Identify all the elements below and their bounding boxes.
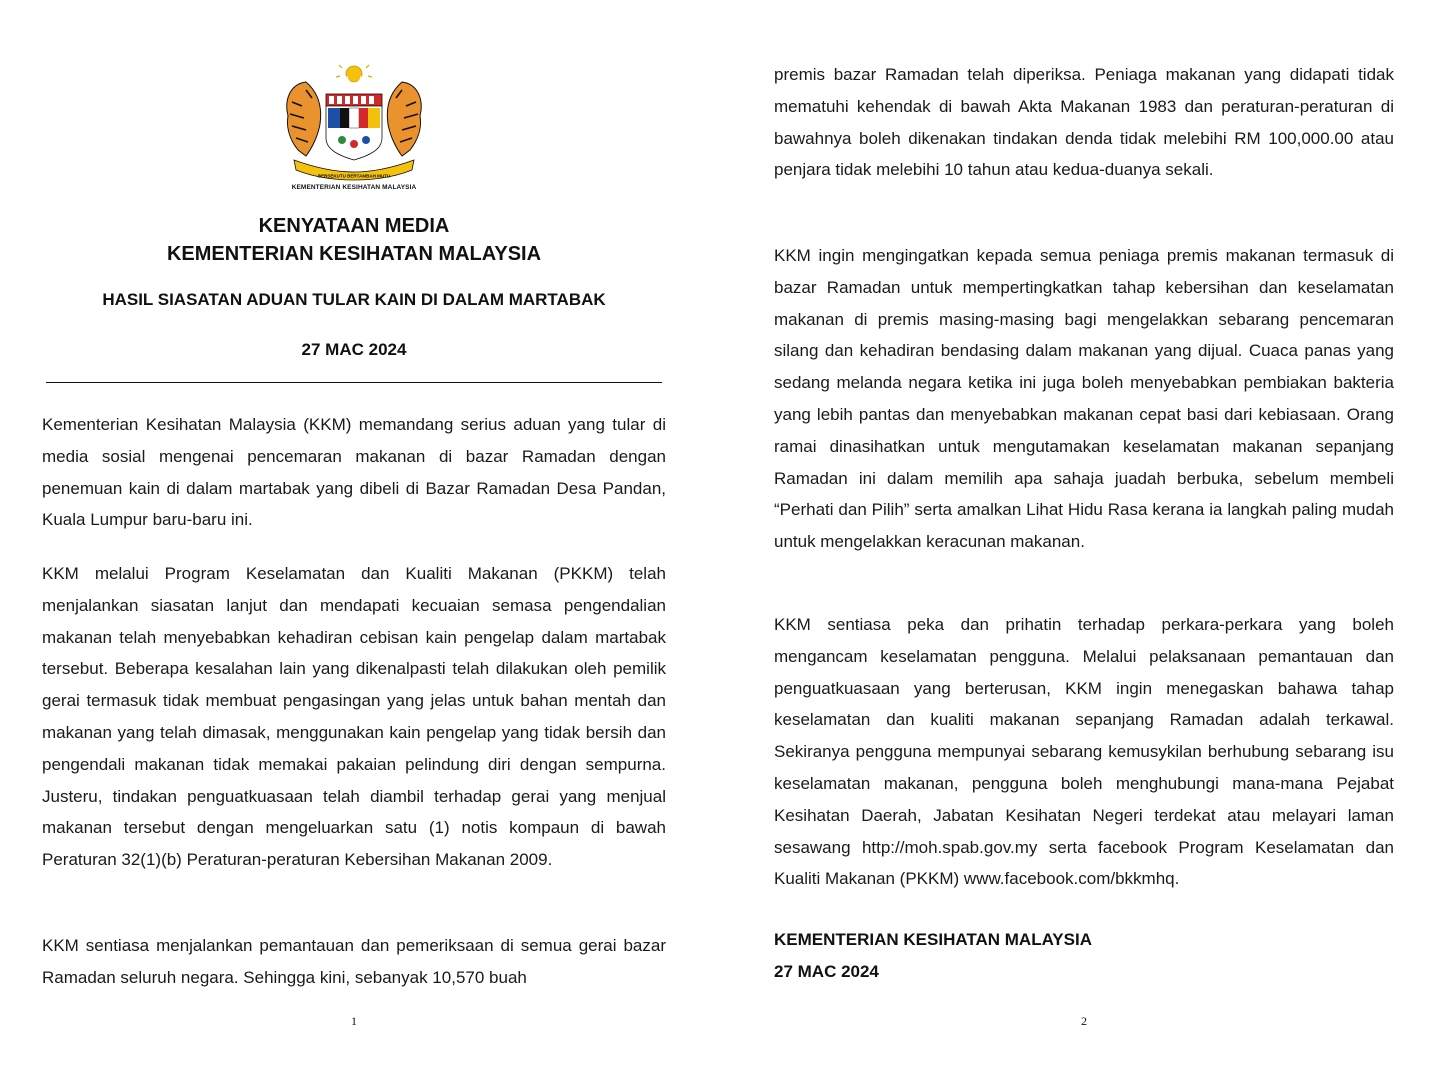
coat-of-arms-icon — [276, 64, 432, 182]
paragraph: KKM melalui Program Keselamatan dan Kualiti Makanan (PKKM) telah menjalankan siasatan lanjut dan mendapati kecuaian semasa pengendalian makanan telah menyebabkan kehadiran cebisan kain pengelap dalam martabak tersebut. Beberapa kesalahan lain yang dikenalpasti telah dilakukan oleh pemilik gerai termasuk tidak membuat pengasingan yang jelas untuk bahan mentah dan makanan yang telah dimasak, menggunakan kain pengelap yang tidak bersih dan pengendali makanan tidak memakai pakaian pelindung diri dengan sempurna. Justeru, tindakan penguatkuasaan telah diambil terhadap gerai yang menjual makanan tersebut dengan mengeluarkan satu (1) notis kompaun di bawah Peraturan 32(1)(b) Peraturan-peraturan Kebersihan Makanan 2009. — [42, 564, 666, 870]
paragraph: KKM ingin mengingatkan kepada semua peniaga premis makanan termasuk di bazar Ramadan untuk mempertingkatkan tahap kebersihan dan keselamatan makanan di premis masing-masing bagi mengelakkan sebarang pencemaran silang dan kehadiran bendasing dalam makanan yang dijual. Cuaca panas yang sedang melanda negara ketika ini juga boleh menyebabkan pembiakan bakteria yang lebih pantas dan menyebabkan makanan cepat basi dari kebiasaan. Orang ramai dinasihatkan untuk mengutamakan keselamatan makanan sepanjang Ramadan ini dalam memilih apa sahaja juadah berbuka, sebelum membeli “Perhati dan Pilih” serta amalkan Lihat Hidu Rasa kerana ia langkah paling mudah untuk mengelakkan keracunan makanan. — [774, 246, 1394, 552]
page-title — [40, 212, 668, 268]
divider — [46, 382, 662, 383]
document-page-2 — [720, 0, 1440, 1080]
title-line-2: KEMENTERIAN KESIHATAN MALAYSIA — [166, 243, 542, 265]
signature-date: 27 MAC 2024 — [774, 962, 879, 981]
press-date: 27 MAC 2024 — [301, 340, 407, 359]
page-number: 2 — [1081, 1014, 1087, 1028]
paragraph: premis bazar Ramadan telah diperiksa. Peniaga makanan yang didapati tidak mematuhi kehendak di bawah Akta Makanan 1983 dan peraturan-peraturan di bawahnya boleh dikenakan tindakan denda tidak melebihi RM 100,000.00 atau penjara tidak melebihi 10 tahun atau kedua-duanya sekali. — [774, 65, 1394, 180]
paragraph: Kementerian Kesihatan Malaysia (KKM) memandang serius aduan yang tular di media sosial mengenai pencemaran makanan di bazar Ramadan dengan penemuan kain di dalam martabak yang dibeli di Bazar Ramadan Desa Pandan, Kuala Lumpur baru-baru ini. — [42, 415, 666, 530]
title-line-1: KENYATAAN MEDIA — [258, 215, 450, 237]
svg-text:BERSEKUTU BERTAMBAH MUTU: BERSEKUTU BERTAMBAH MUTU — [317, 173, 391, 179]
page-number: 1 — [351, 1014, 357, 1028]
press-subject: HASIL SIASATAN ADUAN TULAR KAIN DI DALAM MARTABAK — [102, 290, 606, 309]
signature-organization: KEMENTERIAN KESIHATAN MALAYSIA — [774, 930, 1092, 949]
paragraph: KKM sentiasa peka dan prihatin terhadap perkara-perkara yang boleh mengancam keselamatan pengguna. Melalui pelaksanaan pemantauan dan penguatkuasaan yang berterusan, KKM ingin menegaskan bahawa tahap keselamatan dan kualiti makanan sepanjang Ramadan adalah terkawal. Sekiranya pengguna mempunyai sebarang kemusykilan berhubung sebarang isu keselamatan makanan, pengguna boleh menghubungi mana-mana Pejabat Kesihatan Daerah, Jabatan Kesihatan Negeri terdekat atau melayari laman sesawang http://moh.spab.gov.my serta facebook Program Keselamatan dan Kualiti Makanan (PKKM) www.facebook.com/bkkmhq. — [774, 615, 1394, 889]
crest-caption: KEMENTERIAN KESIHATAN MALAYSIA — [291, 184, 417, 191]
paragraph: KKM sentiasa menjalankan pemantauan dan pemeriksaan di semua gerai bazar Ramadan seluruh negara. Sehingga kini, sebanyak 10,570 buah — [42, 936, 666, 987]
